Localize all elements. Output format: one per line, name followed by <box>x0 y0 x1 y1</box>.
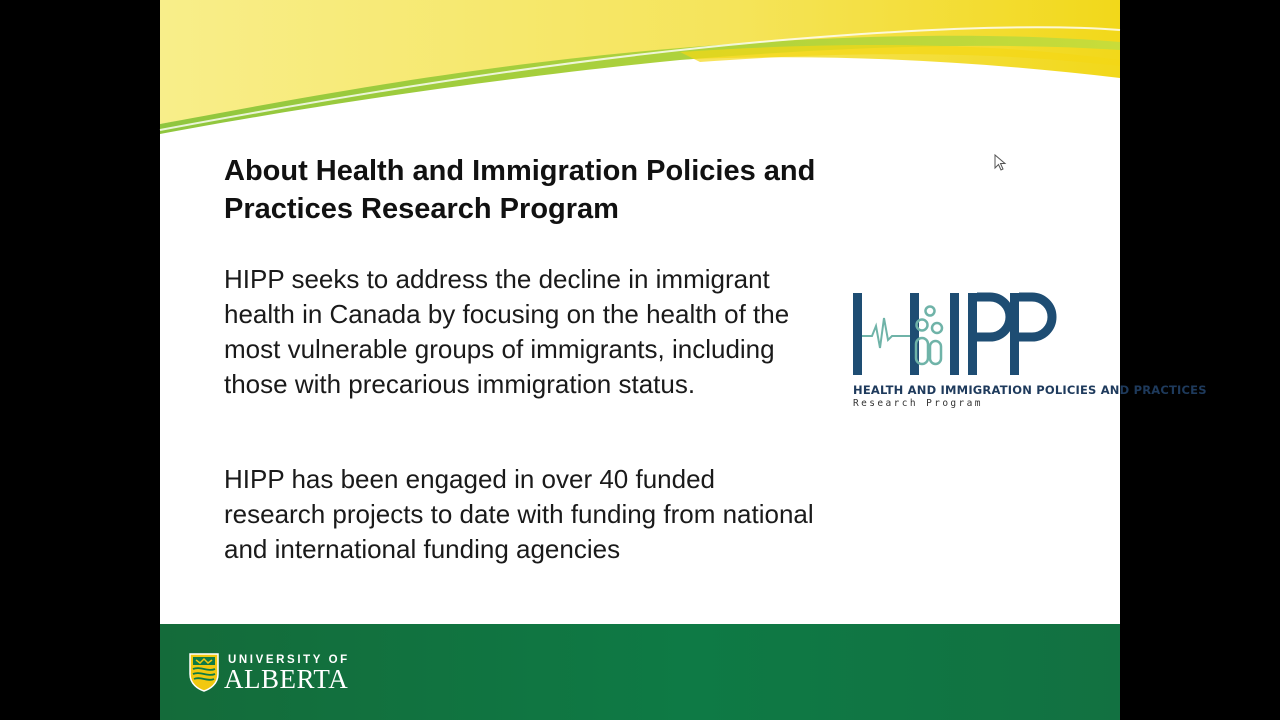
paragraph-projects: HIPP has been engaged in over 40 funded research projects to date with funding from national and international funding agencies <box>224 464 814 564</box>
paragraph-mission: HIPP seeks to address the decline in immigrant health in Canada by focusing on the health of the most vulnerable groups of immigrants, including those with precarious immigration status. <box>224 264 790 399</box>
university-crest-icon <box>188 652 220 692</box>
mouse-pointer-icon <box>994 154 1006 172</box>
slide-title: About Health and Immigration Policies and Practices Research Program <box>224 155 816 225</box>
presentation-slide <box>160 0 1207 720</box>
university-of-label: UNIVERSITY OF <box>228 654 350 666</box>
footer-bar <box>160 624 1120 720</box>
logo-subtitle: Research Program <box>853 398 983 409</box>
top-wave-decoration <box>160 0 1120 140</box>
alberta-wordmark: ALBERTA <box>224 664 349 694</box>
logo-tagline: HEALTH AND IMMIGRATION POLICIES AND PRACTICES <box>853 383 1207 397</box>
hipp-wordmark-graphic <box>850 288 1060 378</box>
hipp-logo <box>850 288 1207 418</box>
